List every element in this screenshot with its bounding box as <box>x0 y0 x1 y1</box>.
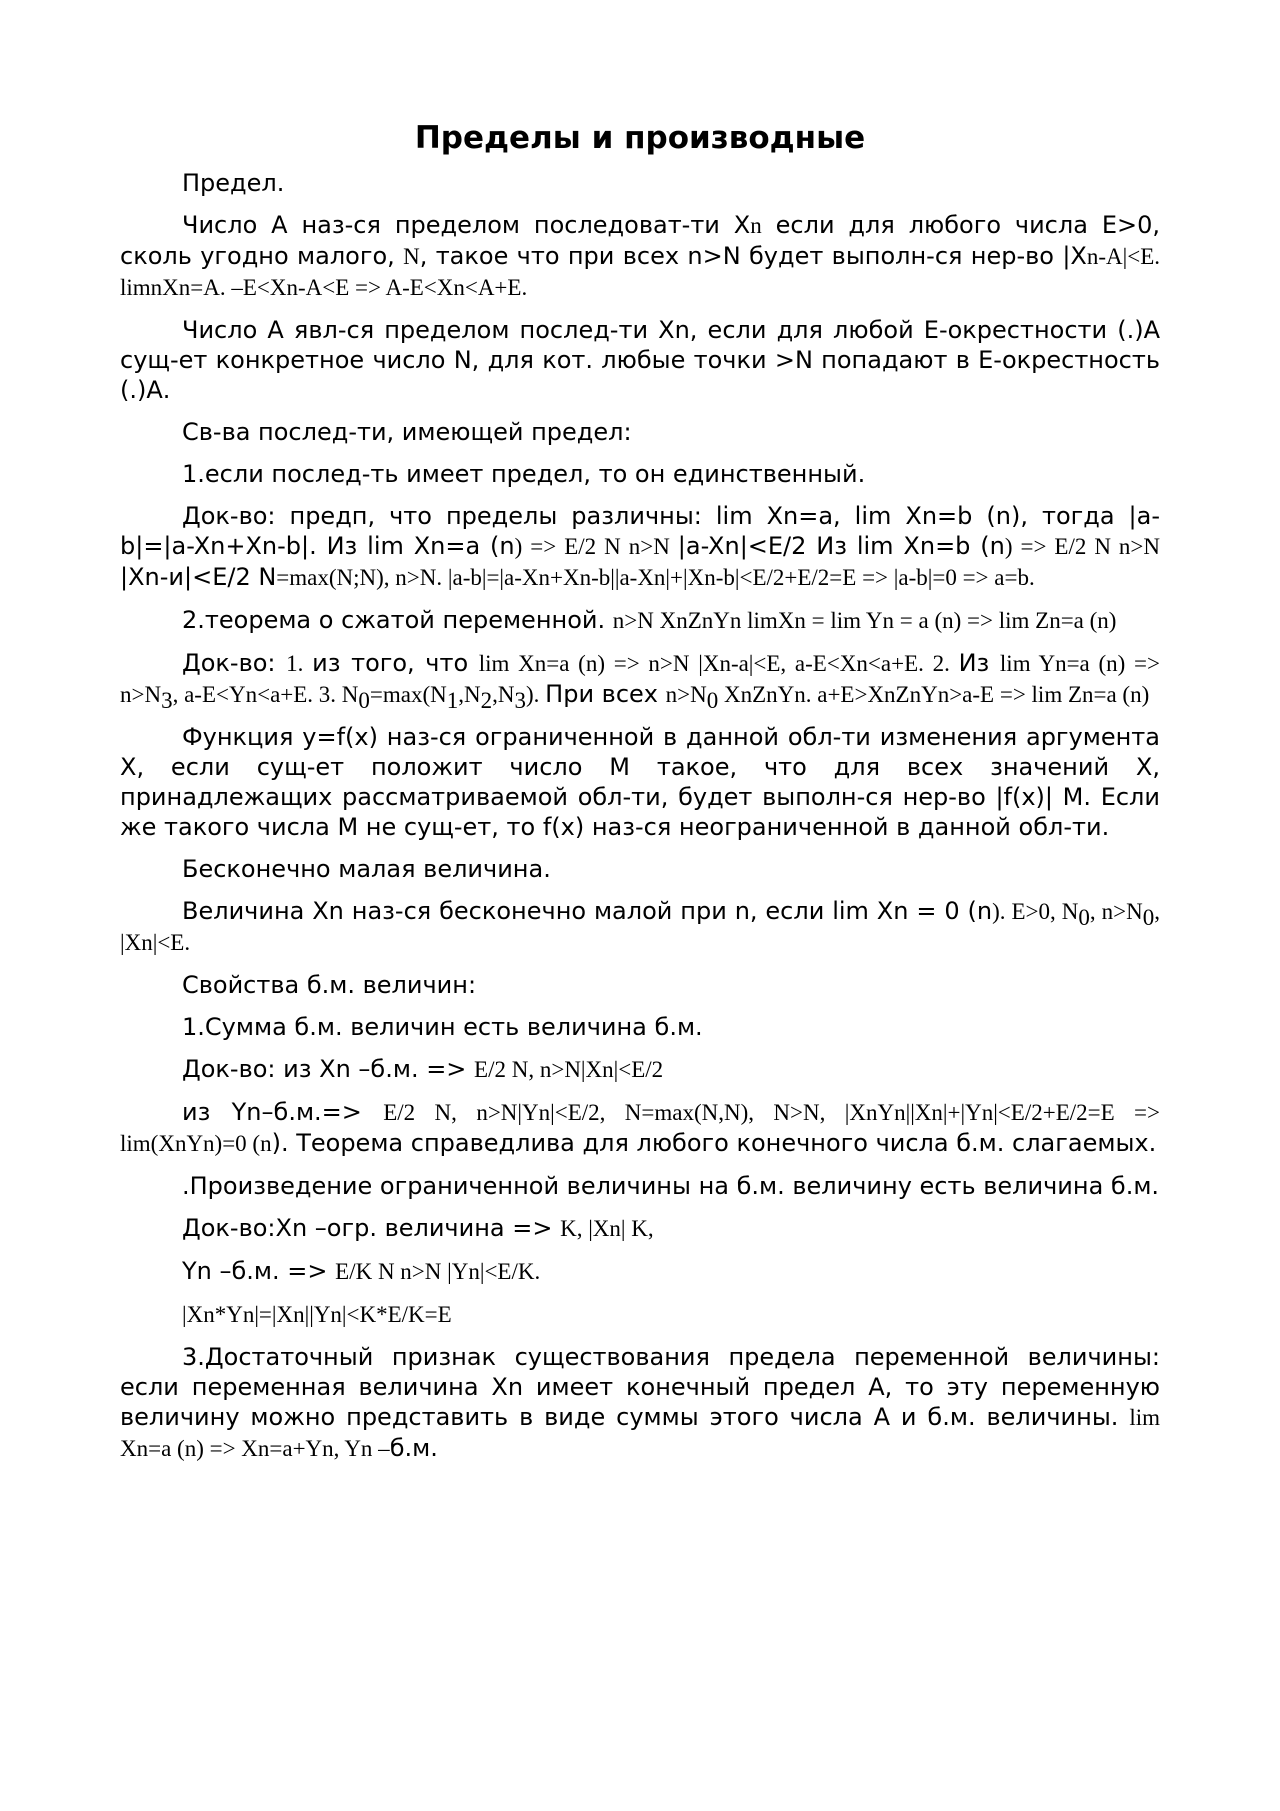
text-run: Док-во: <box>182 649 287 677</box>
paragraph <box>120 854 1160 884</box>
paragraph <box>120 1342 1160 1464</box>
subscript: 0 <box>706 687 719 713</box>
text-run: Док-во: из Xn –б.м. => <box>182 1055 475 1083</box>
text-run: Бесконечно малая величина. <box>182 855 551 883</box>
text-run: Число А наз-ся пределом последоват-ти X <box>182 211 751 239</box>
text-run: При всех <box>545 680 666 708</box>
formula-text: lim Yn=a (n) => n>N <box>120 651 1160 707</box>
text-run: Из <box>958 649 1000 677</box>
paragraph <box>120 459 1160 489</box>
text-run: ). Теорема справедлива для любого конечного числа б.м. слагаемых. <box>271 1129 1157 1157</box>
paragraph <box>120 168 1160 198</box>
formula-text: , a-E<Yn<a+E. 3. N <box>172 682 359 707</box>
formula-text: , |Xn|<E. <box>120 899 1160 955</box>
text-run: .Произведение ограниченной величины на б.м. величину есть величина б.м. <box>182 1172 1160 1200</box>
text-run: Величина Xn наз-ся бесконечно малой при n, если lim Xn = 0 (n <box>182 897 993 925</box>
text-run: 2.теорема о сжатой переменной. <box>182 606 613 634</box>
text-run: |Xn-и|<E/2 N <box>120 563 277 591</box>
subscript: 2 <box>480 687 493 713</box>
formula-text: n>N <box>665 682 707 707</box>
formula-text: ). E>0, N <box>992 899 1079 924</box>
paragraph <box>120 417 1160 447</box>
text-run: Число А явл-ся пределом послед-ти Xn, если для любой Е-окрестности (.)А сущ-ет конкретное число N, для кот. любые точки >N попадают в Е-окрестность (.)А. <box>120 316 1160 404</box>
paragraph <box>120 896 1160 958</box>
formula-text: =max(N;N), n>N. |a-b|=|a-Xn+Xn-b||a-Xn|+|Xn-b|<E/2+E/2=E => |a-b|=0 => a=b. <box>276 565 1035 590</box>
formula-text: n>N XnZnYn limXn = lim Yn = a (n) => lim Zn=a (n) <box>612 608 1117 633</box>
text-run: Док-во: предп, что пределы различны: lim Xn=a, lim Xn=b (n), тогда |a-b|=|a-Xn+Xn-b|. Из lim Xn=a (n <box>120 502 1160 560</box>
paragraph <box>120 315 1160 405</box>
subscript: 3 <box>514 687 526 713</box>
text-run: Функция y=f(x) наз-ся ограниченной в данной обл-ти изменения аргумента Х, если сущ-ет положит число М такое, что для всех значений Х, принадлежащих рассматриваемой обл-ти, будет выполн-ся нер-во |f(x)| M. Если же такого числа М не сущ-ет, то f(x) наз-ся неограниченной в данной обл-ти. <box>120 723 1160 841</box>
paragraph <box>120 501 1160 593</box>
paragraph <box>120 210 1160 303</box>
paragraph <box>120 1213 1160 1244</box>
formula-text: lim Xn=a (n) => n>N |Xn-a|<E, a-E<Xn<a+E. 2. <box>478 651 959 676</box>
text-run: |a-Xn|<E/2 Из lim Xn=b (n <box>677 532 1005 560</box>
paragraph <box>120 1054 1160 1085</box>
formula-text: n-A|<E. limnXn=A. –E<Xn-A<E => A-E<Xn<A+E. <box>120 244 1161 300</box>
formula-text: K, |Xn| K, <box>560 1216 654 1241</box>
paragraph-list <box>120 168 1160 1464</box>
subscript: 0 <box>1078 904 1090 930</box>
text-run: Св-ва послед-ти, имеющей предел: <box>182 418 632 446</box>
text-run: , такое что при всех n>N будет выполн-ся нер-во |X <box>419 242 1087 270</box>
paragraph <box>120 722 1160 842</box>
formula-text: E/K N n>N |Yn|<E/K. <box>335 1259 541 1284</box>
subscript: 3 <box>161 687 173 713</box>
paragraph <box>120 648 1160 713</box>
text-run: 3.Достаточный признак существования предела переменной величины: если переменная величина Xn имеет конечный предел А, то эту переменную величину можно представить в виде суммы этого числа А и б.м. величины. <box>120 1343 1160 1431</box>
formula-text: =max(N <box>369 682 447 707</box>
paragraph <box>120 605 1160 636</box>
page-title: Пределы и производные <box>414 120 866 156</box>
formula-text: ,N <box>458 682 481 707</box>
paragraph <box>120 1299 1160 1330</box>
subscript: 0 <box>1142 904 1155 930</box>
formula-text: ). <box>526 682 546 707</box>
text-run: 1.если послед-ть имеет предел, то он единственный. <box>182 460 866 488</box>
paragraph <box>120 1097 1160 1159</box>
text-run: Yn –б.м. => <box>182 1257 336 1285</box>
subscript: 1 <box>446 687 459 713</box>
paragraph <box>120 970 1160 1000</box>
text-run: из того, что <box>312 649 479 677</box>
text-run: б.м. <box>389 1434 438 1462</box>
formula-text: , n>N <box>1089 899 1143 924</box>
formula-text: ,N <box>492 682 515 707</box>
formula-text: XnZnYn. a+E>XnZnYn>a-E => lim Zn=a (n) <box>718 682 1150 707</box>
formula-text: E/2 N, n>N|Yn|<E/2, N=max(N,N), N>N, |XnYn||Xn|+|Yn|<E/2+E/2=E => lim(XnYn)=0 (n <box>120 1100 1161 1156</box>
subscript: 0 <box>358 687 370 713</box>
text-run: из Yn–б.м.=> <box>182 1098 384 1126</box>
text-run: если для любого числа Е>0, сколь угодно малого, <box>120 211 1160 270</box>
formula-text: |Xn*Yn|=|Xn||Yn|<K*E/K=E <box>182 1302 452 1327</box>
formula-text: ) => E/2 N n>N <box>1004 534 1161 559</box>
text-run: 1.Сумма б.м. величин есть величина б.м. <box>182 1013 703 1041</box>
paragraph <box>120 1256 1160 1287</box>
text-run: Свойства б.м. величин: <box>182 971 477 999</box>
document-body <box>120 118 1160 1476</box>
text-run: Док-во:Xn –огр. величина => <box>182 1214 561 1242</box>
paragraph <box>120 1171 1160 1201</box>
formula-text: N <box>403 244 420 269</box>
formula-text: ) => E/2 N n>N <box>514 534 678 559</box>
formula-text: E/2 N, n>N|Xn|<E/2 <box>474 1057 664 1082</box>
formula-text: 1. <box>286 651 313 676</box>
formula-text: n <box>750 213 762 238</box>
paragraph <box>120 1012 1160 1042</box>
text-run: Предел. <box>182 169 285 197</box>
formula-text: lim Xn=a (n) => Xn=a+Yn, Yn – <box>120 1405 1160 1461</box>
